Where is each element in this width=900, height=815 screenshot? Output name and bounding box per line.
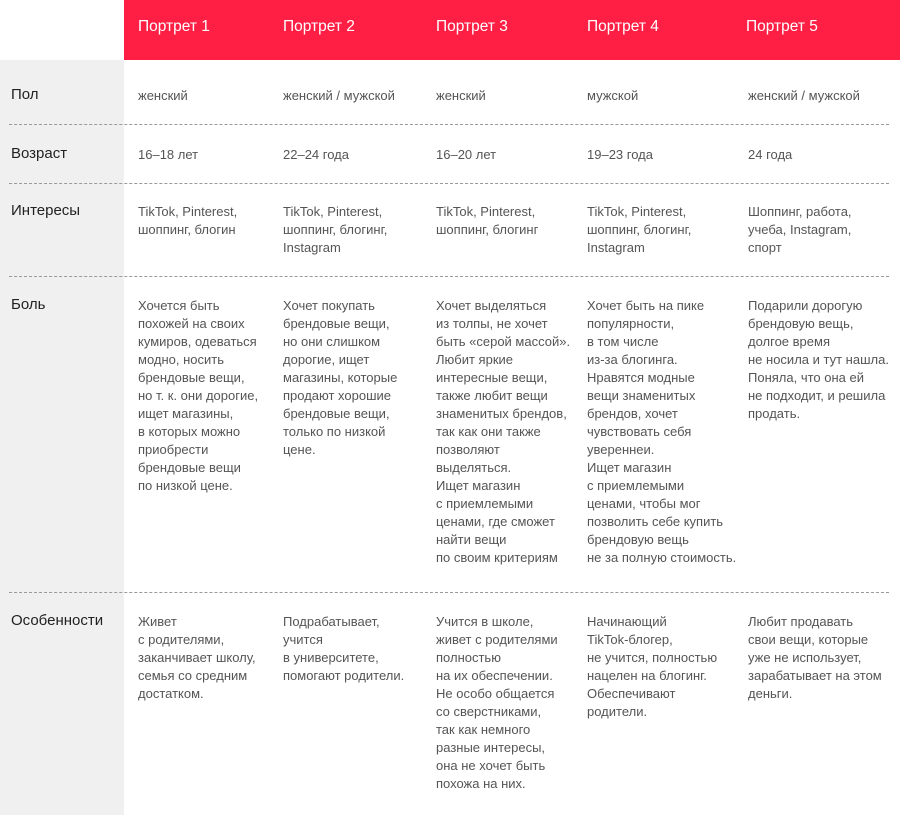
cell-pain-1: Хочется быть похожей на своих кумиров, одеваться модно, носить брендовые вещи, но т. к. они дорогие, ищет магазины, в которых можно приобрести брендовые вещи по низкой цене. — [138, 298, 259, 493]
cell-features-4: Начинающий TikTok-блогер, не учится, полностью нацелен на блогинг. Обеспечивают родители. — [587, 614, 718, 719]
header-portrait-2: Портрет 2 — [283, 18, 355, 35]
cell-gender-1: женский — [138, 88, 188, 103]
cell-interests-3: TikTok, Pinterest, шоппинг, блогинг — [436, 204, 539, 237]
cell-gender-5: женский / мужской — [748, 88, 860, 103]
cell-features-2: Подрабатывает, учится в университете, помогают родители. — [283, 614, 405, 683]
cell-interests-5: Шоппинг, работа, учеба, Instagram, спорт — [748, 204, 852, 255]
row-label-age: Возраст — [11, 145, 68, 162]
cell-features-3: Учится в школе, живет с родителями полностью на их обеспечении. Не особо общается со сверстниками, так как немного разные интересы, она не хочет быть похожа на них. — [436, 614, 558, 791]
header-portrait-4: Портрет 4 — [587, 18, 659, 35]
row-label-pain: Боль — [11, 296, 46, 313]
row-divider — [9, 276, 889, 277]
table-header — [124, 0, 900, 60]
cell-age-1: 16–18 лет — [138, 147, 199, 162]
header-portrait-5: Портрет 5 — [746, 18, 818, 35]
row-labels-background — [0, 60, 124, 815]
row-divider — [9, 183, 889, 184]
cell-age-3: 16–20 лет — [436, 147, 497, 162]
row-divider — [9, 124, 889, 125]
cell-interests-1: TikTok, Pinterest, шоппинг, блогин — [138, 204, 238, 237]
row-label-gender: Пол — [11, 86, 39, 103]
row-label-features: Особенности — [11, 612, 104, 629]
cell-pain-4: Хочет быть на пике популярности, в том числе из-за блогинга. Нравятся модные вещи знаменитых брендов, хочет чувствовать себя увереннеи. Ищет магазин с приемлемыми ценами, чтобы мог позволить себе купить брендовую вещь не за полную стоимость. — [587, 298, 737, 565]
cell-age-5: 24 года — [748, 147, 793, 162]
cell-gender-4: мужской — [587, 88, 639, 103]
row-label-interests: Интересы — [11, 202, 81, 219]
header-portrait-1: Портрет 1 — [138, 18, 210, 35]
cell-features-1: Живет с родителями, заканчивает школу, семья со средним достатком. — [138, 614, 256, 701]
cell-interests-4: TikTok, Pinterest, шоппинг, блогинг, Instagram — [587, 204, 692, 255]
cell-gender-2: женский / мужской — [283, 88, 395, 103]
cell-features-5: Любит продавать свои вещи, которые уже не использует, зарабатывает на этом деньги. — [748, 614, 882, 701]
row-divider — [9, 592, 889, 593]
cell-age-4: 19–23 года — [587, 147, 653, 162]
cell-interests-2: TikTok, Pinterest, шоппинг, блогинг, Instagram — [283, 204, 388, 255]
cell-pain-2: Хочет покупать брендовые вещи, но они слишком дорогие, ищет магазины, которые продают хорошие брендовые вещи, только по низкой цене. — [283, 298, 398, 457]
cell-pain-5: Подарили дорогую брендовую вещь, долгое время не носила и тут нашла. Поняла, что она ей не подходит, и решила продать. — [748, 298, 889, 421]
cell-pain-3: Хочет выделяться из толпы, не хочет быть «серой массой». Любит яркие интересные вещи, также любит вещи знаменитых брендов, так как они также позволяют выделяться. Ищет магазин с приемлемыми ценами, где сможет найти вещи по своим критериям — [436, 298, 571, 565]
cell-age-2: 22–24 года — [283, 147, 349, 162]
cell-gender-3: женский — [436, 88, 486, 103]
header-portrait-3: Портрет 3 — [436, 18, 508, 35]
